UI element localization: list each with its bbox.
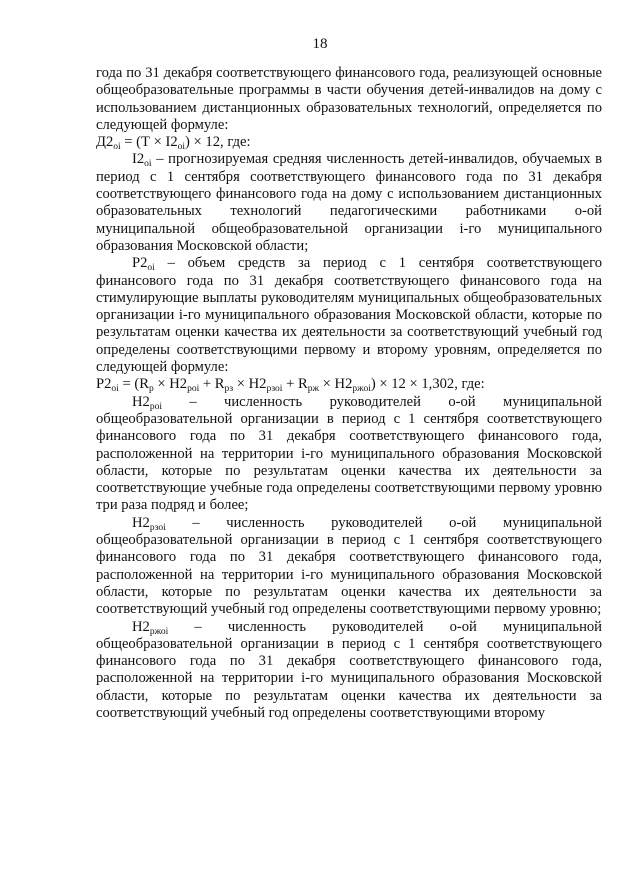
document-body: [96, 65, 602, 722]
formula-d2: [96, 134, 602, 151]
definition-h2r: [96, 394, 602, 515]
definition-h2rzh: [96, 619, 602, 723]
formula-d2-lhs: Д2: [96, 134, 114, 151]
formula-p2-sub: р: [148, 384, 154, 395]
formula-d2-i2-sub: oi: [177, 142, 186, 153]
definition-h2rzh-term: Н2: [132, 618, 150, 635]
formula-d2-tail: ) × 12, где:: [185, 134, 251, 151]
definition-i2-sub: oi: [144, 159, 152, 170]
definition-h2rz-text: – численность руководителей о-ой муниципальной общеобразовательной организации в период с 1 сентября соответствующего финансового года по 31 декабря соответствующего финансового года, расположенной на территории i-го муниципального образования Московской области, которые по результатам оценки качества их деятельности за соответствующий учебный год определены соответствующими первому уровню;: [96, 514, 602, 618]
formula-p2-sub: рз: [224, 384, 234, 395]
formula-p2-part: ) × 12 × 1,302, где:: [370, 376, 485, 393]
formula-p2-sub: рзоi: [266, 384, 283, 395]
formula-p2: [96, 376, 602, 393]
definition-i2-term: I2: [132, 151, 145, 168]
definition-i2-text: – прогнозируемая средняя численность детей-инвалидов, обучаемых в период с 1 сентября соответствующего финансового года по 31 декабря соответствующего финансового года на дому с использованием дистанционных образовательных технологий педагогическими работниками о-ой муниципальной общеобразовательной организации i-го муниципального образования Московской области;: [96, 151, 602, 254]
intro-paragraph: года по 31 декабря соответствующего финансового года, реализующей основные общеобразовательные программы в части обучения детей-инвалидов на дому с использованием дистанционных образовательных технологий, определяется по следующей формуле:: [96, 65, 602, 133]
formula-p2-part: × Н2: [233, 376, 267, 393]
formula-p2-sub: ржоi: [352, 384, 371, 395]
definition-p2-term: Р2: [132, 255, 148, 272]
formula-d2-lhs-sub: oi: [113, 142, 121, 153]
definition-p2-sub: oi: [147, 263, 155, 274]
formula-p2-part: × Н2: [319, 376, 353, 393]
formula-d2-eq: = (Т × I2: [120, 134, 178, 151]
definition-p2: [96, 255, 602, 376]
definition-p2-text: – объем средств за период с 1 сентября соответствующего финансового года по 31 декабря соответствующего финансового года на стимулирующие выплаты руководителям муниципальных общеобразовательных организации i-го муниципального образования Московской области, которые по результатам оценки качества их деятельности за соответствующий учебный год определены соответствующими первому и второму уровням, определяется по следующей формуле:: [96, 255, 602, 376]
definition-h2r-term: Н2: [132, 393, 150, 410]
formula-p2-sub: oi: [111, 384, 119, 395]
definition-h2r-sub: роi: [149, 401, 162, 412]
definition-h2r-text: – численность руководителей о-ой муниципальной общеобразовательной организации в период с 1 сентября соответствующего финансового года по 31 декабря соответствующего финансового года, расположенной на территории i-го муниципального образования Московской области, которые по результатам оценки качества их деятельности за соответствующие учебные года определены соответствующими первому уровню три раза подряд и более;: [96, 393, 602, 514]
definition-h2rzh-sub: ржоi: [149, 626, 169, 637]
definition-h2rzh-text: – численность руководителей о-ой муниципальной общеобразовательной организации в период с 1 сентября соответствующего финансового года по 31 декабря соответствующего финансового года, расположенной на территории i-го муниципального образования Московской области, которые по результатам оценки качества их деятельности за соответствующий учебный год определены соответствующими второму: [96, 618, 602, 721]
formula-p2-part: = (R: [118, 376, 149, 393]
formula-p2-part: + R: [282, 376, 308, 393]
formula-p2-part: Р2: [96, 376, 112, 393]
definition-h2rz-sub: рзоi: [149, 522, 166, 533]
definition-h2rz: [96, 515, 602, 619]
formula-p2-part: × Н2: [153, 376, 188, 393]
definition-i2: [96, 151, 602, 255]
formula-p2-sub: роi: [187, 384, 200, 395]
page-number: 18: [312, 36, 328, 52]
definition-h2rz-term: Н2: [132, 514, 150, 531]
formula-p2-part: + R: [199, 376, 225, 393]
formula-p2-sub: рж: [307, 384, 320, 395]
